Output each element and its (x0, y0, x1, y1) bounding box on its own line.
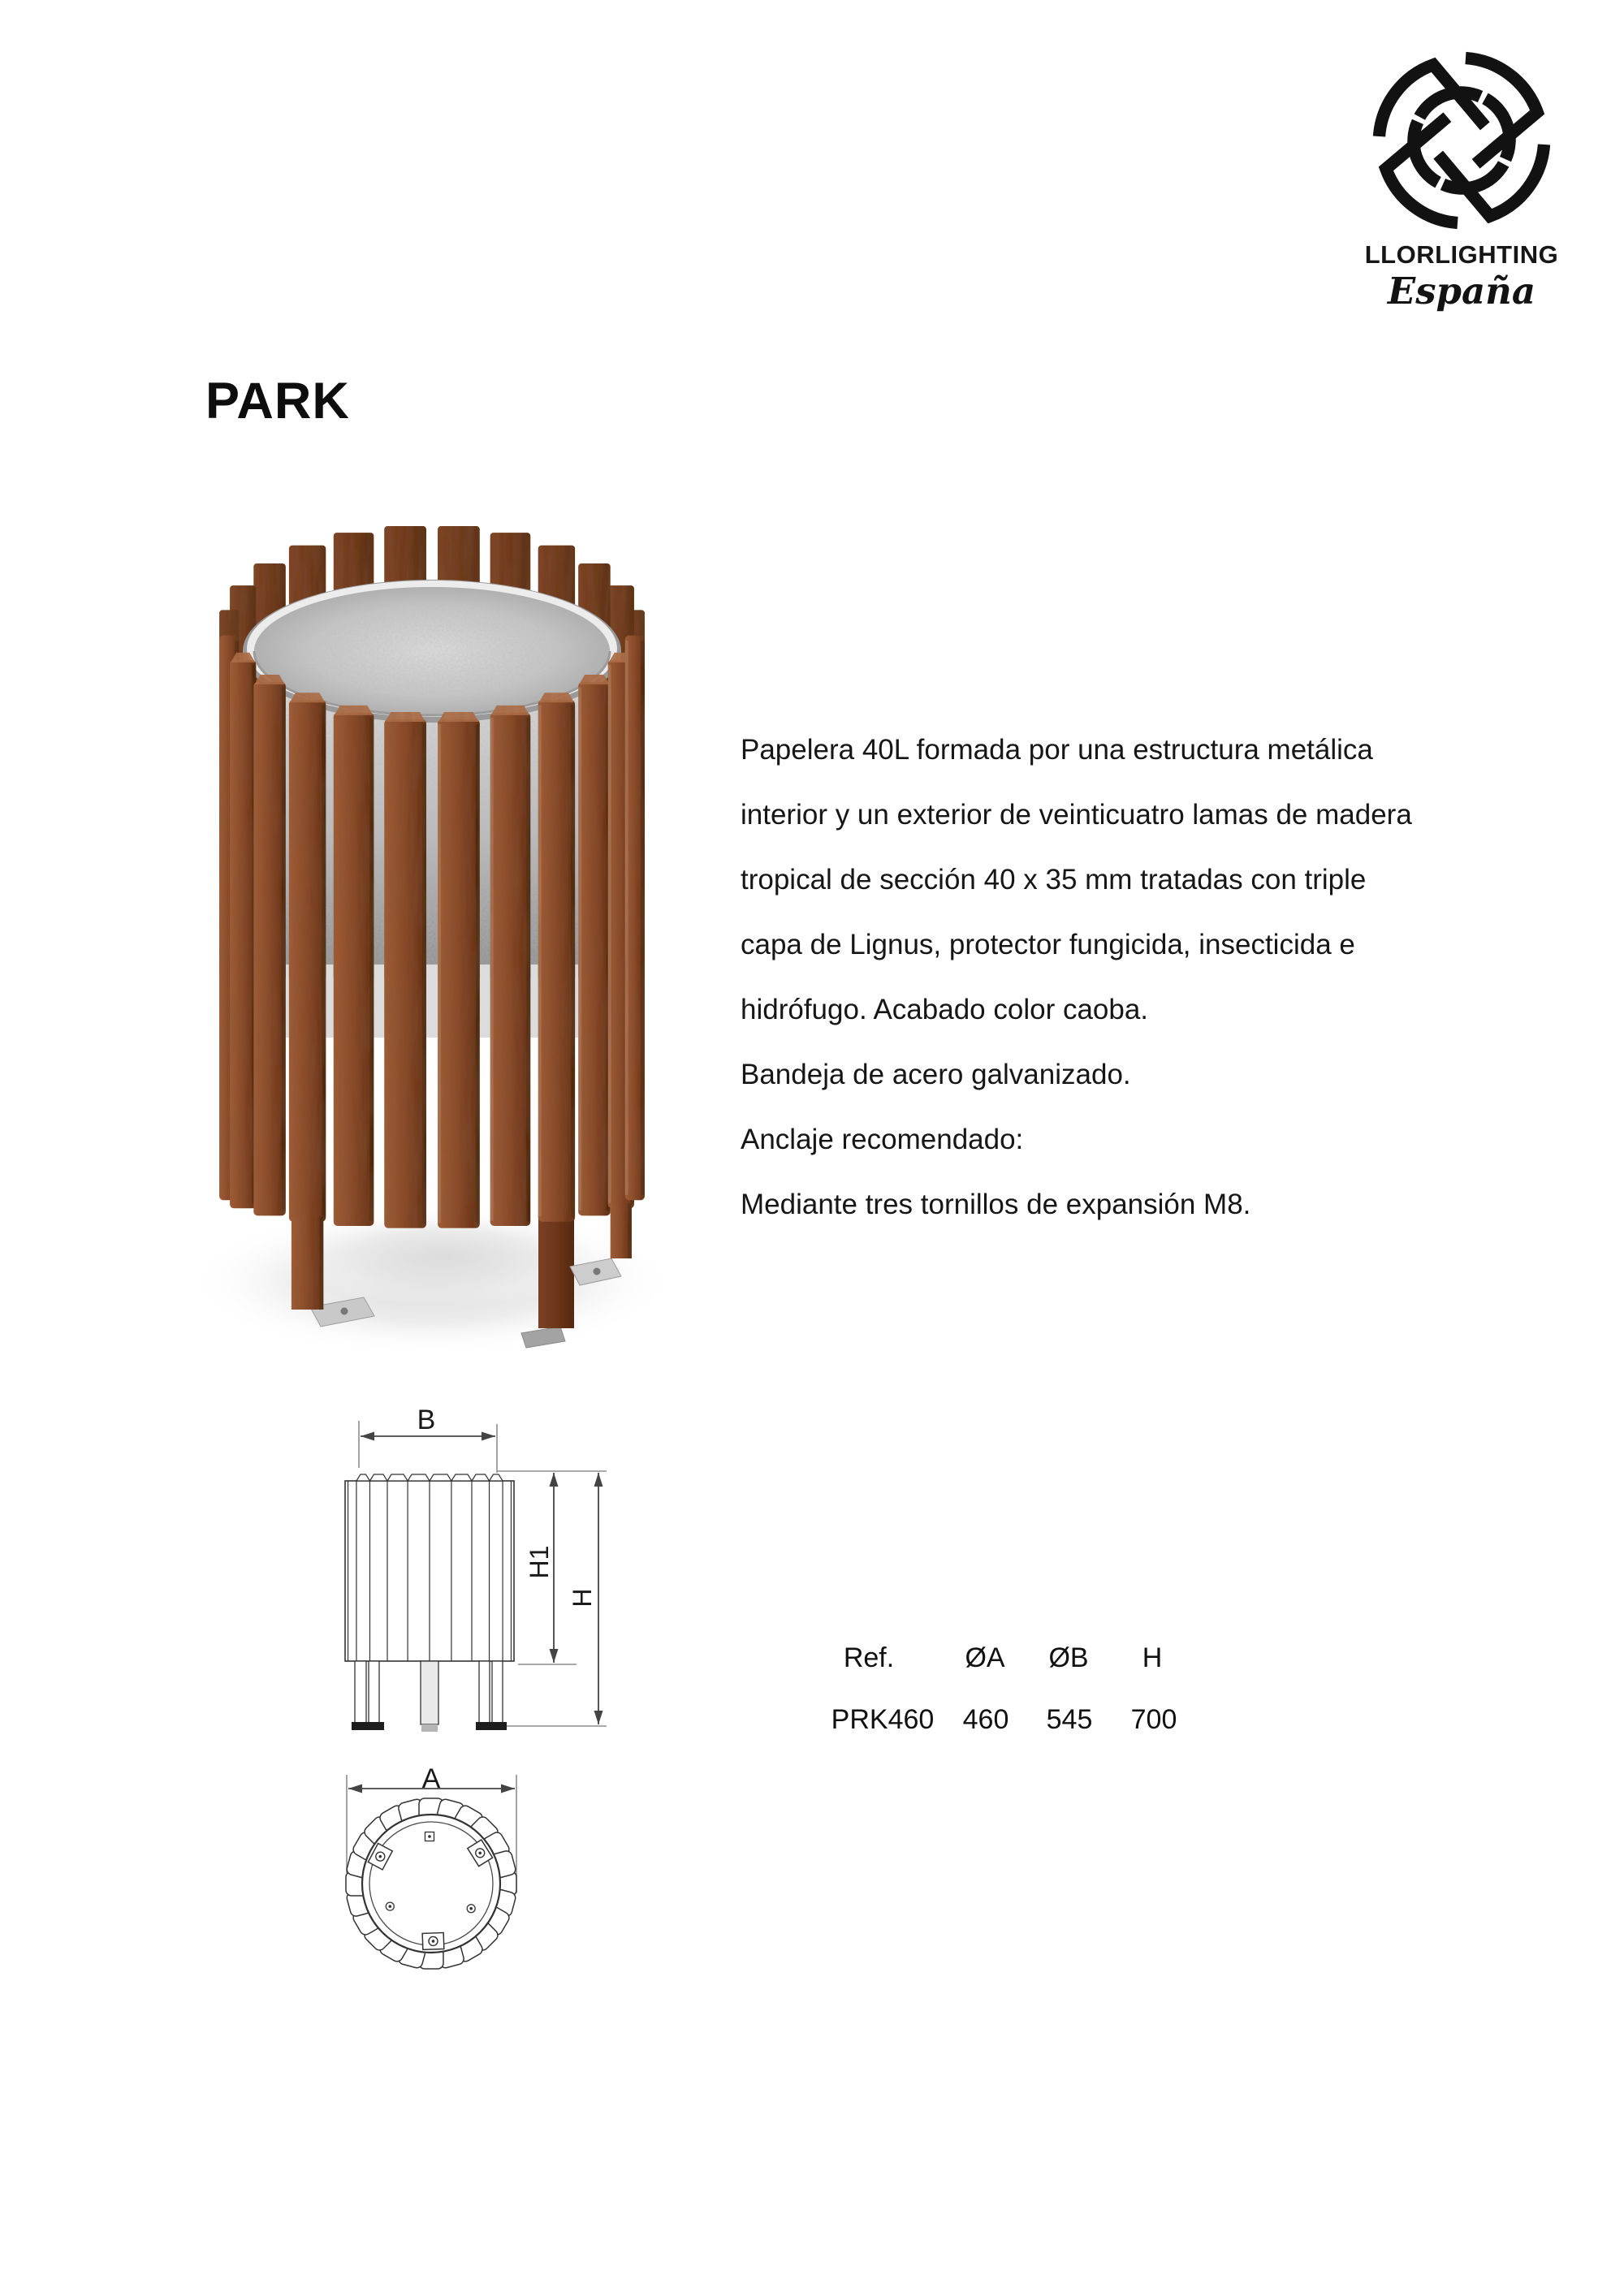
dimension-label-h1: H1 (525, 1545, 554, 1579)
top-view-diagram (321, 1763, 552, 1979)
description-line: Papelera 40L formada por una estructura metálica (741, 734, 1373, 766)
dimension-label-h: H (568, 1588, 597, 1608)
description-line: interior y un exterior de veinticuatro lamas de madera (741, 799, 1412, 831)
product-render-litter-bin (188, 510, 685, 1372)
spec-header-h: H (1142, 1642, 1163, 1673)
spec-value-ref: PRK460 (831, 1704, 935, 1735)
product-description (741, 718, 1553, 1237)
description-line: Mediante tres tornillos de expansión M8. (741, 1189, 1251, 1220)
pinwheel-logo-icon (1365, 47, 1558, 234)
spec-header-diam-a: ØA (965, 1642, 1005, 1673)
spec-value-diam-b: 545 (1046, 1704, 1093, 1735)
spec-value-diam-a: 460 (962, 1704, 1009, 1735)
page-title: PARK (205, 373, 350, 429)
spec-header-ref: Ref. (843, 1642, 895, 1673)
spec-header-diam-b: ØB (1048, 1642, 1089, 1673)
brand-name: LLORLIGHTING (1364, 240, 1559, 269)
description-line: tropical de sección 40 x 35 mm tratadas con triple (741, 864, 1367, 896)
side-view-diagram (325, 1403, 633, 1767)
brand-block (1344, 47, 1579, 313)
spec-value-h: 700 (1130, 1704, 1177, 1735)
description-line: capa de Lignus, protector fungicida, insecticida e (741, 929, 1355, 960)
dimension-label-b: B (417, 1405, 436, 1435)
brand-region: España (1387, 270, 1536, 313)
description-line: Bandeja de acero galvanizado. (741, 1059, 1131, 1090)
dimension-label-a: A (421, 1763, 441, 1794)
description-line: Anclaje recomendado: (741, 1124, 1024, 1155)
description-line: hidrófugo. Acabado color caoba. (741, 994, 1149, 1025)
